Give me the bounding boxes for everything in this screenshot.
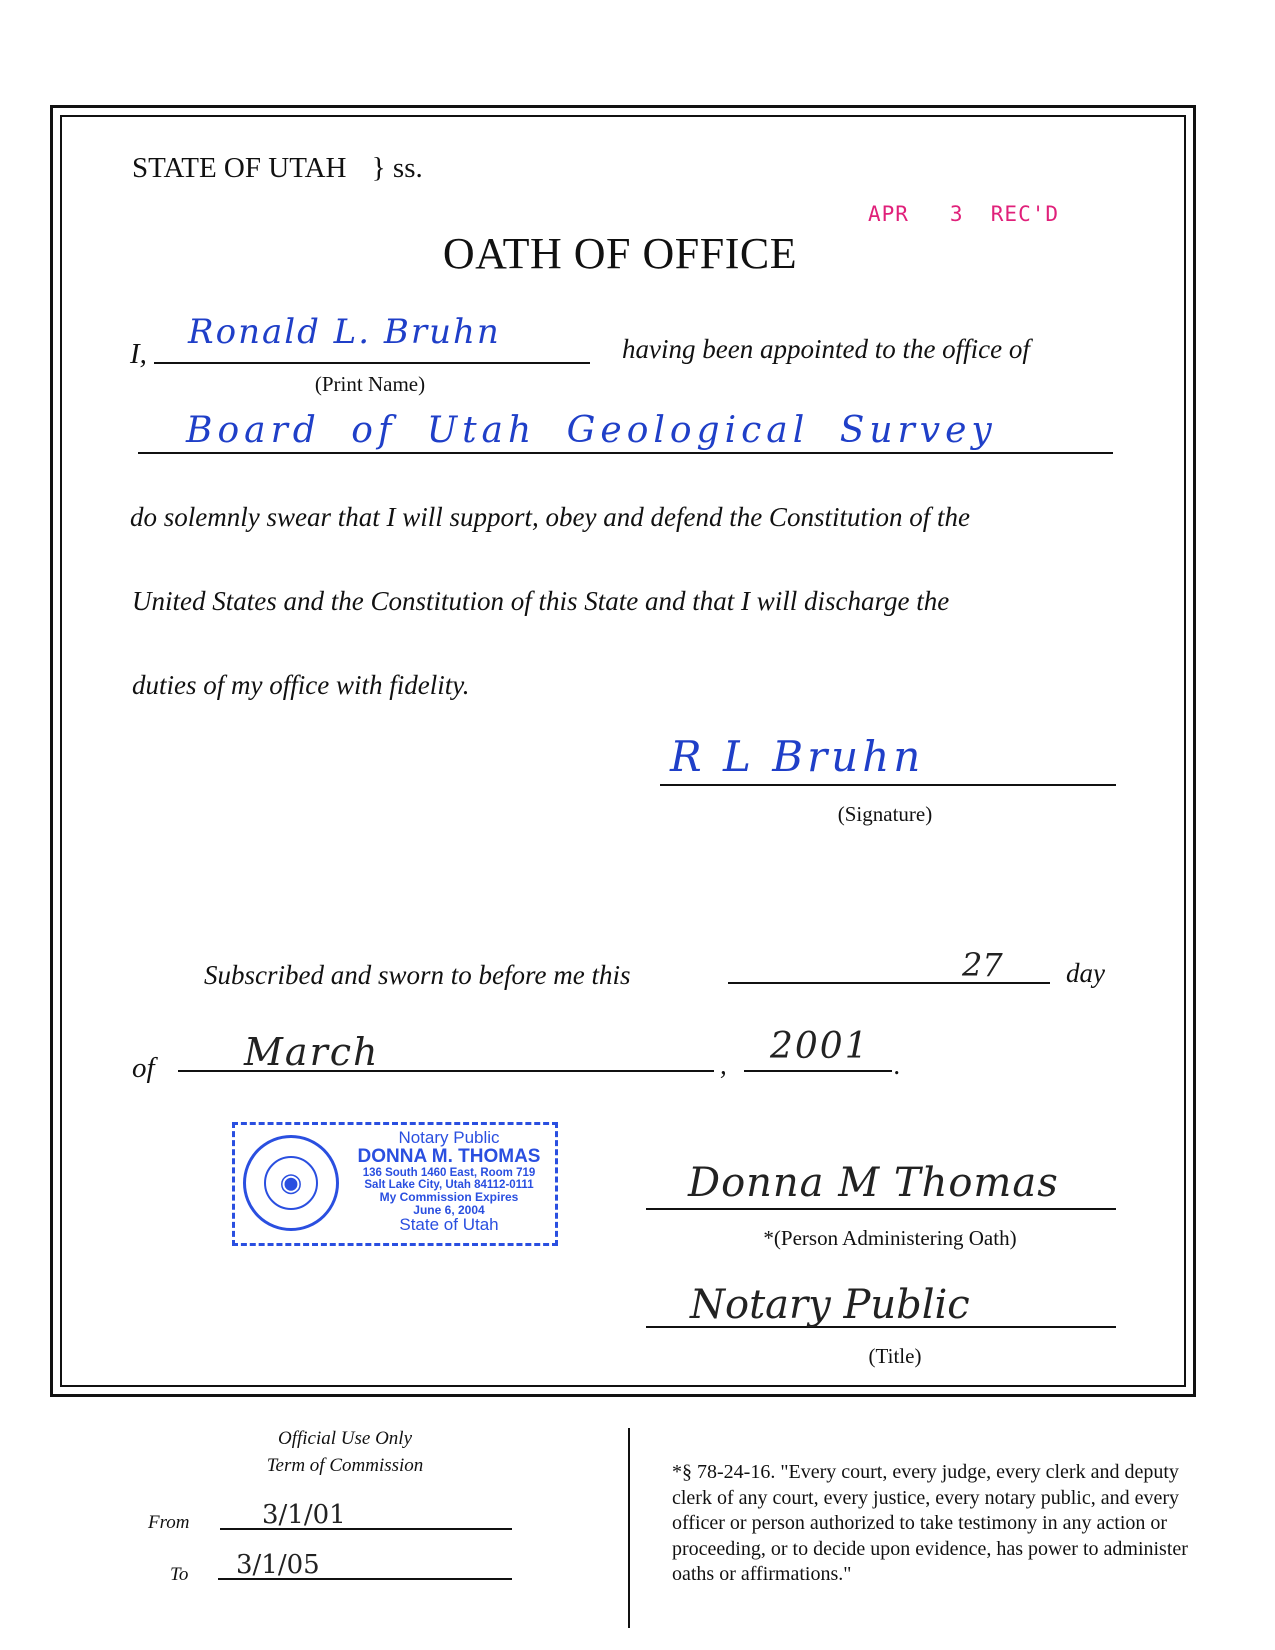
signature-line <box>660 784 1116 786</box>
to-label: To <box>170 1564 189 1585</box>
seal-title: Notary Public <box>398 1128 500 1147</box>
seal-expires-date: June 6, 2004 <box>413 1202 485 1217</box>
from-label: From <box>148 1512 190 1533</box>
seal-address: 136 South 1460 East, Room 719 <box>362 1166 536 1179</box>
appointed-text: having been appointed to the office of <box>622 334 1030 364</box>
year-line <box>744 1070 892 1072</box>
office-line <box>138 452 1113 454</box>
document-title: OATH OF OFFICE <box>442 229 798 278</box>
official-use-heading <box>230 1426 460 1479</box>
oath-line-2: United States and the Constitution of this State and that I will discharge the <box>132 586 950 616</box>
administrator-line <box>646 1208 1116 1210</box>
footer-divider <box>628 1428 630 1628</box>
statute-text: *§ 78-24-16. "Every court, every judge, every clerk and deputy clerk of any court, every justice, every notary public, and every officer or person authorized to take testimony in any action or proceeding, or to decide upon evidence, has power to administer oaths or affirmations." <box>672 1461 1188 1586</box>
prefix-i: I, <box>130 338 147 370</box>
administrator-label: *(Person Administering Oath) <box>763 1226 1017 1250</box>
month-comma: , <box>720 1050 727 1080</box>
office-value: Board of Utah Geological Survey <box>186 410 997 451</box>
seal-state: State of Utah <box>399 1215 499 1235</box>
month-value: March <box>244 1030 380 1074</box>
signature-label: (Signature) <box>837 802 933 826</box>
administrator-signature: Donna M Thomas <box>688 1160 1059 1206</box>
of-label: of <box>132 1052 155 1084</box>
received-stamp: APR 3 REC'D <box>868 202 1060 226</box>
day-value: 27 <box>962 946 1003 984</box>
ss-mark: } ss. <box>371 152 423 184</box>
administrator-title: Notary Public <box>690 1282 970 1328</box>
print-name-value: Ronald L. Bruhn <box>188 312 501 352</box>
state-name: STATE OF UTAH <box>132 152 347 184</box>
from-value: 3/1/01 <box>262 1500 346 1530</box>
term-of-commission-title: Term of Commission <box>266 1454 424 1476</box>
day-label: day <box>1066 958 1105 988</box>
state-heading <box>132 152 423 185</box>
notary-seal <box>232 1122 558 1246</box>
title-label: (Title) <box>868 1344 922 1368</box>
seal-expires-label: My Commission Expires <box>379 1189 519 1204</box>
print-name-label: (Print Name) <box>314 372 426 396</box>
seal-city: Salt Lake City, Utah 84112-0111 <box>364 1178 534 1191</box>
sworn-text: Subscribed and sworn to before me this <box>204 960 631 990</box>
year-value: 2001 <box>770 1026 870 1067</box>
signature-value: R L Bruhn <box>670 732 925 781</box>
year-period: . <box>894 1050 901 1080</box>
beehive-icon: ◉ <box>264 1156 318 1210</box>
official-use-title: Official Use Only <box>277 1428 413 1449</box>
seal-name: DONNA M. THOMAS <box>357 1145 541 1167</box>
seal-text-block <box>347 1129 551 1234</box>
to-value: 3/1/05 <box>236 1550 320 1580</box>
print-name-line <box>154 362 590 364</box>
oath-line-1: do solemnly swear that I will support, obey and defend the Constitution of the <box>130 502 970 532</box>
state-seal-emblem <box>243 1135 339 1231</box>
oath-line-3: duties of my office with fidelity. <box>132 670 470 700</box>
